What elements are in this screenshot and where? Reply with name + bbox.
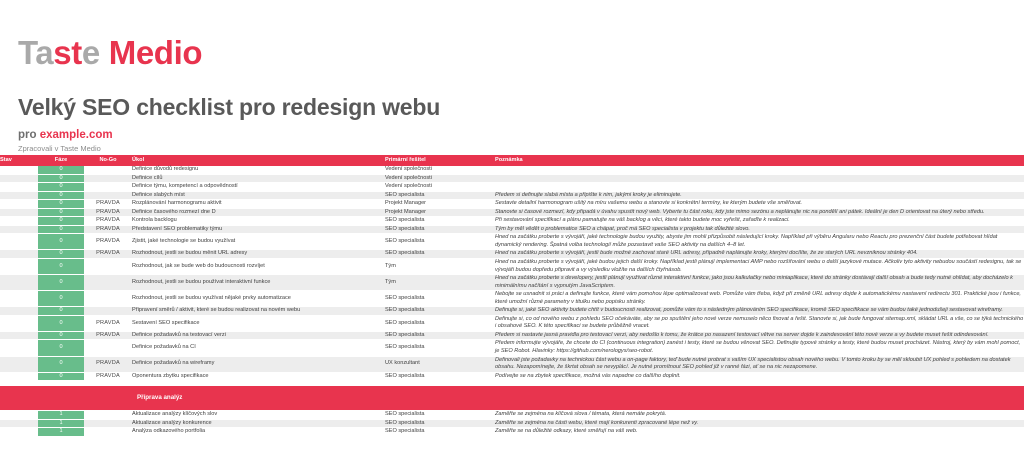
cell-resitel[interactable]: SEO specialista bbox=[385, 234, 495, 250]
cell-nogo[interactable] bbox=[84, 307, 132, 316]
cell-ukol[interactable]: Rozhodnout, jak se bude web do budoucnosti rozvíjet bbox=[132, 259, 385, 275]
cell-faze[interactable]: 0 bbox=[38, 250, 84, 259]
table-row[interactable] bbox=[0, 225, 1024, 234]
cell-nogo[interactable]: PRAVDA bbox=[84, 217, 132, 226]
cell-poznamka[interactable]: Sestavte detailní harmonogram ušitý na míru vašemu webu a stanovte si konkrétní termíny, ke kterým budete vše směřovat. bbox=[495, 200, 1024, 209]
cell-resitel[interactable]: SEO specialista bbox=[385, 307, 495, 316]
column-header-faze[interactable]: Fáze bbox=[38, 155, 84, 166]
cell-poznamka[interactable]: Stanovte si časové rozmezí, kdy připadá v úvahu spustit nový web. Vyberte tu část roku, kdy jste mimo sezónu a neplánujte nic na pondělí ani pátek. Ideální je den D orientovat na úterý nebo středu. bbox=[495, 208, 1024, 217]
cell-resitel[interactable]: SEO specialista bbox=[385, 250, 495, 259]
cell-nogo[interactable]: PRAVDA bbox=[84, 200, 132, 209]
cell-poznamka[interactable]: Zaměřte se na důležité odkazy, které směřují na váš web. bbox=[495, 428, 1024, 437]
cell-ukol[interactable]: Aktualizace analýzy klíčových slov bbox=[132, 411, 385, 420]
table-row[interactable] bbox=[0, 307, 1024, 316]
cell-poznamka[interactable]: Hned na začátku proberte s vývojáři, jestli bude možné zachovat staré URL adresy, případně naplánujte kroky, kterými docílíte, že ze starých URL nevzniknou stránky 404. bbox=[495, 250, 1024, 259]
cell-faze[interactable]: 0 bbox=[38, 356, 84, 372]
cell-poznamka[interactable]: Definujte si, jaké SEO aktivity budete chtít v budoucnosti realizovat, pomůže vám to s následným plánováním SEO specifikace, kromě SEO specifikace se vám budou také jednodušeji sestavovat wireframy. bbox=[495, 307, 1024, 316]
page-title: Velký SEO checklist pro redesign webu bbox=[18, 94, 441, 120]
table-row[interactable] bbox=[0, 234, 1024, 250]
table-row[interactable] bbox=[0, 291, 1024, 307]
column-header-poznamka[interactable]: Poznámka bbox=[495, 155, 1024, 166]
cell-resitel[interactable]: Tým bbox=[385, 275, 495, 291]
cell-faze[interactable]: 0 bbox=[38, 331, 84, 340]
cell-stav[interactable] bbox=[0, 200, 38, 209]
cell-faze[interactable]: 0 bbox=[38, 372, 84, 381]
table-row[interactable] bbox=[0, 166, 1024, 174]
cell-faze[interactable]: 0 bbox=[38, 208, 84, 217]
table-row[interactable] bbox=[0, 356, 1024, 372]
cell-poznamka[interactable]: Podívejte se na zbytek specifikace, možná vás napadne co dalšího doplnit. bbox=[495, 372, 1024, 381]
cell-poznamka[interactable]: Zaměřte se zejména na části webu, které mají konkurenti zpracované lépe než vy. bbox=[495, 419, 1024, 428]
cell-stav[interactable] bbox=[0, 250, 38, 259]
cell-nogo[interactable] bbox=[84, 174, 132, 183]
cell-ukol[interactable]: Sestavení SEO specifikace bbox=[132, 315, 385, 331]
table-row[interactable] bbox=[0, 340, 1024, 356]
cell-faze[interactable]: 1 bbox=[38, 411, 84, 420]
cell-poznamka[interactable]: Definovali jste požadavky na technickou část webu a on-page faktory, teď bude nutné probrat s vaším UX specialistou obsah nového webu. V tomto kroku by se měl skloubit UX pohled s pohledem na dostatek obsahu. Nezapomínejte, že škrtat obsah se nevyplácí. Je nutné promítnout SEO pohled již v ranné fázi, ať se na nic nezapomene. bbox=[495, 356, 1024, 372]
cell-stav[interactable] bbox=[0, 234, 38, 250]
cell-ukol[interactable]: Definice důvodů redesignu bbox=[132, 166, 385, 174]
subtitle-prefix: pro bbox=[18, 129, 40, 142]
cell-faze[interactable]: 0 bbox=[38, 291, 84, 307]
cell-nogo[interactable]: PRAVDA bbox=[84, 356, 132, 372]
cell-stav[interactable] bbox=[0, 166, 38, 174]
cell-poznamka[interactable]: Hned na začátku proberte s vývojáři, jaké budou jejich další kroky. Například jestli plánují implementaci AMP nebo rozšiřování webu o další jazykové mutace. Ačkoliv tyto aktivity nebudou součástí redesignu, tak se vývojáři budou dopředu připravit a vy výsledku vložíte na dalších čtyřnásob. bbox=[495, 259, 1024, 275]
table-row[interactable] bbox=[0, 331, 1024, 340]
cell-ukol[interactable]: Definice požadavků na testovací verzi bbox=[132, 331, 385, 340]
cell-resitel[interactable]: SEO specialista bbox=[385, 419, 495, 428]
cell-nogo[interactable]: PRAVDA bbox=[84, 234, 132, 250]
cell-ukol[interactable]: Rozplánování harmonogramu aktivit bbox=[132, 200, 385, 209]
cell-stav[interactable] bbox=[0, 208, 38, 217]
section-blank-left bbox=[0, 386, 132, 411]
cell-stav[interactable] bbox=[0, 372, 38, 381]
table-row[interactable] bbox=[0, 183, 1024, 192]
table-row[interactable] bbox=[0, 428, 1024, 437]
cell-ukol[interactable]: Rozhodnout, jestli se budou používat interaktivní funkce bbox=[132, 275, 385, 291]
cell-faze[interactable]: 0 bbox=[38, 174, 84, 183]
cell-stav[interactable] bbox=[0, 259, 38, 275]
cell-poznamka[interactable]: Tým by měl vědět o problematice SEO a chápat, proč má SEO specialista v projektu tak důležité slovo. bbox=[495, 225, 1024, 234]
cell-faze[interactable]: 0 bbox=[38, 315, 84, 331]
cell-nogo[interactable] bbox=[84, 428, 132, 437]
cell-nogo[interactable]: PRAVDA bbox=[84, 315, 132, 331]
column-header-resitel[interactable]: Primární řešitel bbox=[385, 155, 495, 166]
cell-resitel[interactable]: SEO specialista bbox=[385, 291, 495, 307]
cell-ukol[interactable]: Definice požadavků na CI bbox=[132, 340, 385, 356]
cell-resitel[interactable]: UX konzultant bbox=[385, 356, 495, 372]
cell-faze[interactable]: 0 bbox=[38, 259, 84, 275]
cell-poznamka[interactable]: Hned na začátku proberte s vývojáři, jaké technologie budou využity, abyste jim mohli přizpůsobit následující kroky. Například při výběru Angularu nebo Reactu pro prezenční část budete potřebovat hlídat dynamický rendering. Špatná volba technologií může pozastavit vaše SEO aktivity na dalších 4–8 let. bbox=[495, 234, 1024, 250]
cell-stav[interactable] bbox=[0, 174, 38, 183]
cell-stav[interactable] bbox=[0, 291, 38, 307]
cell-resitel[interactable]: Vedení společnosti bbox=[385, 166, 495, 174]
cell-nogo[interactable] bbox=[84, 275, 132, 291]
document-header bbox=[0, 0, 1024, 153]
cell-ukol[interactable]: Oponentura zbytku specifikace bbox=[132, 372, 385, 381]
column-header-stav[interactable]: Stav bbox=[0, 155, 38, 166]
cell-ukol[interactable]: Představení SEO problematiky týmu bbox=[132, 225, 385, 234]
table-body bbox=[0, 166, 1024, 436]
document-credit: Zpracovali v Taste Medio bbox=[18, 144, 101, 154]
cell-faze[interactable]: 0 bbox=[38, 275, 84, 291]
cell-ukol[interactable]: Rozhodnout, jestli se budou měnit URL adresy bbox=[132, 250, 385, 259]
cell-stav[interactable] bbox=[0, 183, 38, 192]
cell-poznamka[interactable]: Zaměřte se zejména na klíčová slova / témata, která nemáte pokrytá. bbox=[495, 411, 1024, 420]
table-header bbox=[0, 155, 1024, 166]
cell-stav[interactable] bbox=[0, 419, 38, 428]
cell-ukol[interactable]: Připravení směrů / aktivit, které se budou realizovat na novém webu bbox=[132, 307, 385, 316]
cell-nogo[interactable] bbox=[84, 183, 132, 192]
cell-stav[interactable] bbox=[0, 191, 38, 200]
cell-faze[interactable]: 0 bbox=[38, 307, 84, 316]
cell-nogo[interactable]: PRAVDA bbox=[84, 372, 132, 381]
cell-resitel[interactable]: SEO specialista bbox=[385, 225, 495, 234]
cell-ukol[interactable]: Definice slabých míst bbox=[132, 191, 385, 200]
table-row[interactable] bbox=[0, 275, 1024, 291]
cell-poznamka[interactable]: Nebojte se usnadnit si práci a definujte funkce, které vám pomohou lépe optimalizovat web. Pomůže vám třeba, když při změně URL adresy dojde k automatickému nastavení redirectu 301. Praktické jsou i funkce, které umožní různé parametry v titulku nebo popisku stránky. bbox=[495, 291, 1024, 307]
checklist-table-wrapper bbox=[0, 155, 1024, 437]
checklist-table bbox=[0, 155, 1024, 437]
cell-faze[interactable]: 0 bbox=[38, 200, 84, 209]
cell-faze[interactable]: 0 bbox=[38, 217, 84, 226]
cell-nogo[interactable]: PRAVDA bbox=[84, 225, 132, 234]
cell-ukol[interactable]: Definice týmu, kompetencí a odpovědností bbox=[132, 183, 385, 192]
cell-nogo[interactable] bbox=[84, 191, 132, 200]
logo-part-1: Ta bbox=[18, 34, 54, 71]
cell-nogo[interactable] bbox=[84, 340, 132, 356]
cell-poznamka[interactable]: Předem si definujte slabá místa a připište k nim, jakými kroky je eliminujete. bbox=[495, 191, 1024, 200]
section-divider-label: Příprava analýz bbox=[132, 386, 385, 411]
logo-part-3: e bbox=[81, 34, 100, 71]
table-row[interactable] bbox=[0, 174, 1024, 183]
cell-ukol[interactable]: Rozhodnout, jestli se budou využívat nějaké prvky automatizace bbox=[132, 291, 385, 307]
cell-stav[interactable] bbox=[0, 356, 38, 372]
cell-resitel[interactable]: SEO specialista bbox=[385, 428, 495, 437]
cell-stav[interactable] bbox=[0, 315, 38, 331]
cell-poznamka[interactable]: Předem si nastavte jasná pravidla pro testovací verzi, aby nedošlo k tomu, že krátce po nasazení testovací větve na server dojde k zaindexování této nové verze a vy budete muset řešit odindexování. bbox=[495, 331, 1024, 340]
column-header-nogo[interactable]: No-Go bbox=[84, 155, 132, 166]
cell-faze[interactable]: 0 bbox=[38, 234, 84, 250]
cell-resitel[interactable]: SEO specialista bbox=[385, 331, 495, 340]
table-row[interactable] bbox=[0, 259, 1024, 275]
cell-resitel[interactable]: Vedení společnosti bbox=[385, 183, 495, 192]
table-row[interactable] bbox=[0, 191, 1024, 200]
document-subtitle bbox=[18, 129, 1024, 141]
cell-stav[interactable] bbox=[0, 275, 38, 291]
cell-stav[interactable] bbox=[0, 225, 38, 234]
table-row[interactable] bbox=[0, 200, 1024, 209]
cell-poznamka[interactable] bbox=[495, 166, 1024, 174]
cell-nogo[interactable] bbox=[84, 411, 132, 420]
cell-faze[interactable]: 0 bbox=[38, 183, 84, 192]
cell-ukol[interactable]: Definice požadavků na wireframy bbox=[132, 356, 385, 372]
table-row[interactable] bbox=[0, 217, 1024, 226]
cell-nogo[interactable] bbox=[84, 166, 132, 174]
cell-faze[interactable]: 0 bbox=[38, 166, 84, 174]
cell-resitel[interactable]: SEO specialista bbox=[385, 191, 495, 200]
section-blank-right bbox=[385, 386, 1024, 411]
cell-nogo[interactable] bbox=[84, 419, 132, 428]
table-header-row bbox=[0, 155, 1024, 166]
cell-nogo[interactable] bbox=[84, 259, 132, 275]
section-divider-row bbox=[0, 386, 1024, 411]
column-header-ukol[interactable]: Úkol bbox=[132, 155, 385, 166]
cell-poznamka[interactable] bbox=[495, 183, 1024, 192]
table-row[interactable] bbox=[0, 411, 1024, 420]
cell-ukol[interactable]: Aktualizace analýzy konkurence bbox=[132, 419, 385, 428]
cell-ukol[interactable]: Zjistit, jaké technologie se budou využívat bbox=[132, 234, 385, 250]
cell-resitel[interactable]: Tým bbox=[385, 259, 495, 275]
cell-poznamka[interactable]: Hned na začátku proberte s developery, jestli plánují využívat různé interaktivní funkce, jako jsou kalkulačky nebo miniaplikace, které do stránky dostávají další obsah a bude tedy nutné ohlídat, aby docházelo k minimálnímu načítání s vypnutým JavaScriptem. bbox=[495, 275, 1024, 291]
cell-ukol[interactable]: Kontrola backlogu bbox=[132, 217, 385, 226]
cell-ukol[interactable]: Analýza odkazového portfolia bbox=[132, 428, 385, 437]
cell-faze[interactable]: 1 bbox=[38, 419, 84, 428]
brand-logo bbox=[18, 36, 1024, 69]
cell-nogo[interactable]: PRAVDA bbox=[84, 208, 132, 217]
cell-ukol[interactable]: Definice časového rozmezí dne D bbox=[132, 208, 385, 217]
cell-stav[interactable] bbox=[0, 411, 38, 420]
cell-resitel[interactable]: SEO specialista bbox=[385, 340, 495, 356]
cell-stav[interactable] bbox=[0, 428, 38, 437]
cell-stav[interactable] bbox=[0, 340, 38, 356]
cell-faze[interactable]: 0 bbox=[38, 191, 84, 200]
cell-resitel[interactable]: SEO specialista bbox=[385, 315, 495, 331]
cell-ukol[interactable]: Definice cílů bbox=[132, 174, 385, 183]
cell-poznamka[interactable]: Předem informujte vývojáře, že chcete do CI (continuous integration) zanést i testy, které se budou věnovat SEO. Definujte typové stránky a testy, které budou muset procházet. Nástroj, který by vám mohl pomoct, je SEO Robot. Hlavinky: https://github.com/nerologys/seo-robot. bbox=[495, 340, 1024, 356]
cell-resitel[interactable]: SEO specialista bbox=[385, 372, 495, 381]
cell-stav[interactable] bbox=[0, 217, 38, 226]
cell-resitel[interactable]: Vedení společnosti bbox=[385, 174, 495, 183]
table-row[interactable] bbox=[0, 315, 1024, 331]
cell-nogo[interactable]: PRAVDA bbox=[84, 331, 132, 340]
logo-part-2: st bbox=[53, 34, 82, 71]
table-row[interactable] bbox=[0, 208, 1024, 217]
cell-resitel[interactable]: Projekt Manager bbox=[385, 200, 495, 209]
cell-faze[interactable]: 0 bbox=[38, 225, 84, 234]
cell-nogo[interactable]: PRAVDA bbox=[84, 250, 132, 259]
cell-resitel[interactable]: SEO specialista bbox=[385, 217, 495, 226]
subtitle-domain: example.com bbox=[39, 129, 113, 142]
cell-stav[interactable] bbox=[0, 307, 38, 316]
table-row[interactable] bbox=[0, 372, 1024, 381]
cell-poznamka[interactable]: Definujte si, co od nového webu z pohledu SEO očekáváte, aby se po spuštění jeho nové verze nemuselo něco fixovat a řešit. Stanovte si, jak bude fungovat sitemap.xml, skládat URL a vše, co se týká technického i obsahové SEO. K této specifikaci se budete průběžně vracet. bbox=[495, 315, 1024, 331]
cell-poznamka[interactable]: Při sestavování specifikací a plánu pamatujte na váš backlog a věci, které takto budete moc vyřešit, zařaďte k realizaci. bbox=[495, 217, 1024, 226]
cell-faze[interactable]: 1 bbox=[38, 428, 84, 437]
cell-nogo[interactable] bbox=[84, 291, 132, 307]
table-row[interactable] bbox=[0, 419, 1024, 428]
cell-poznamka[interactable] bbox=[495, 174, 1024, 183]
logo-part-4: Medio bbox=[108, 34, 203, 71]
cell-faze[interactable]: 0 bbox=[38, 340, 84, 356]
cell-resitel[interactable]: Projekt Manager bbox=[385, 208, 495, 217]
table-row[interactable] bbox=[0, 250, 1024, 259]
cell-resitel[interactable]: SEO specialista bbox=[385, 411, 495, 420]
cell-stav[interactable] bbox=[0, 331, 38, 340]
